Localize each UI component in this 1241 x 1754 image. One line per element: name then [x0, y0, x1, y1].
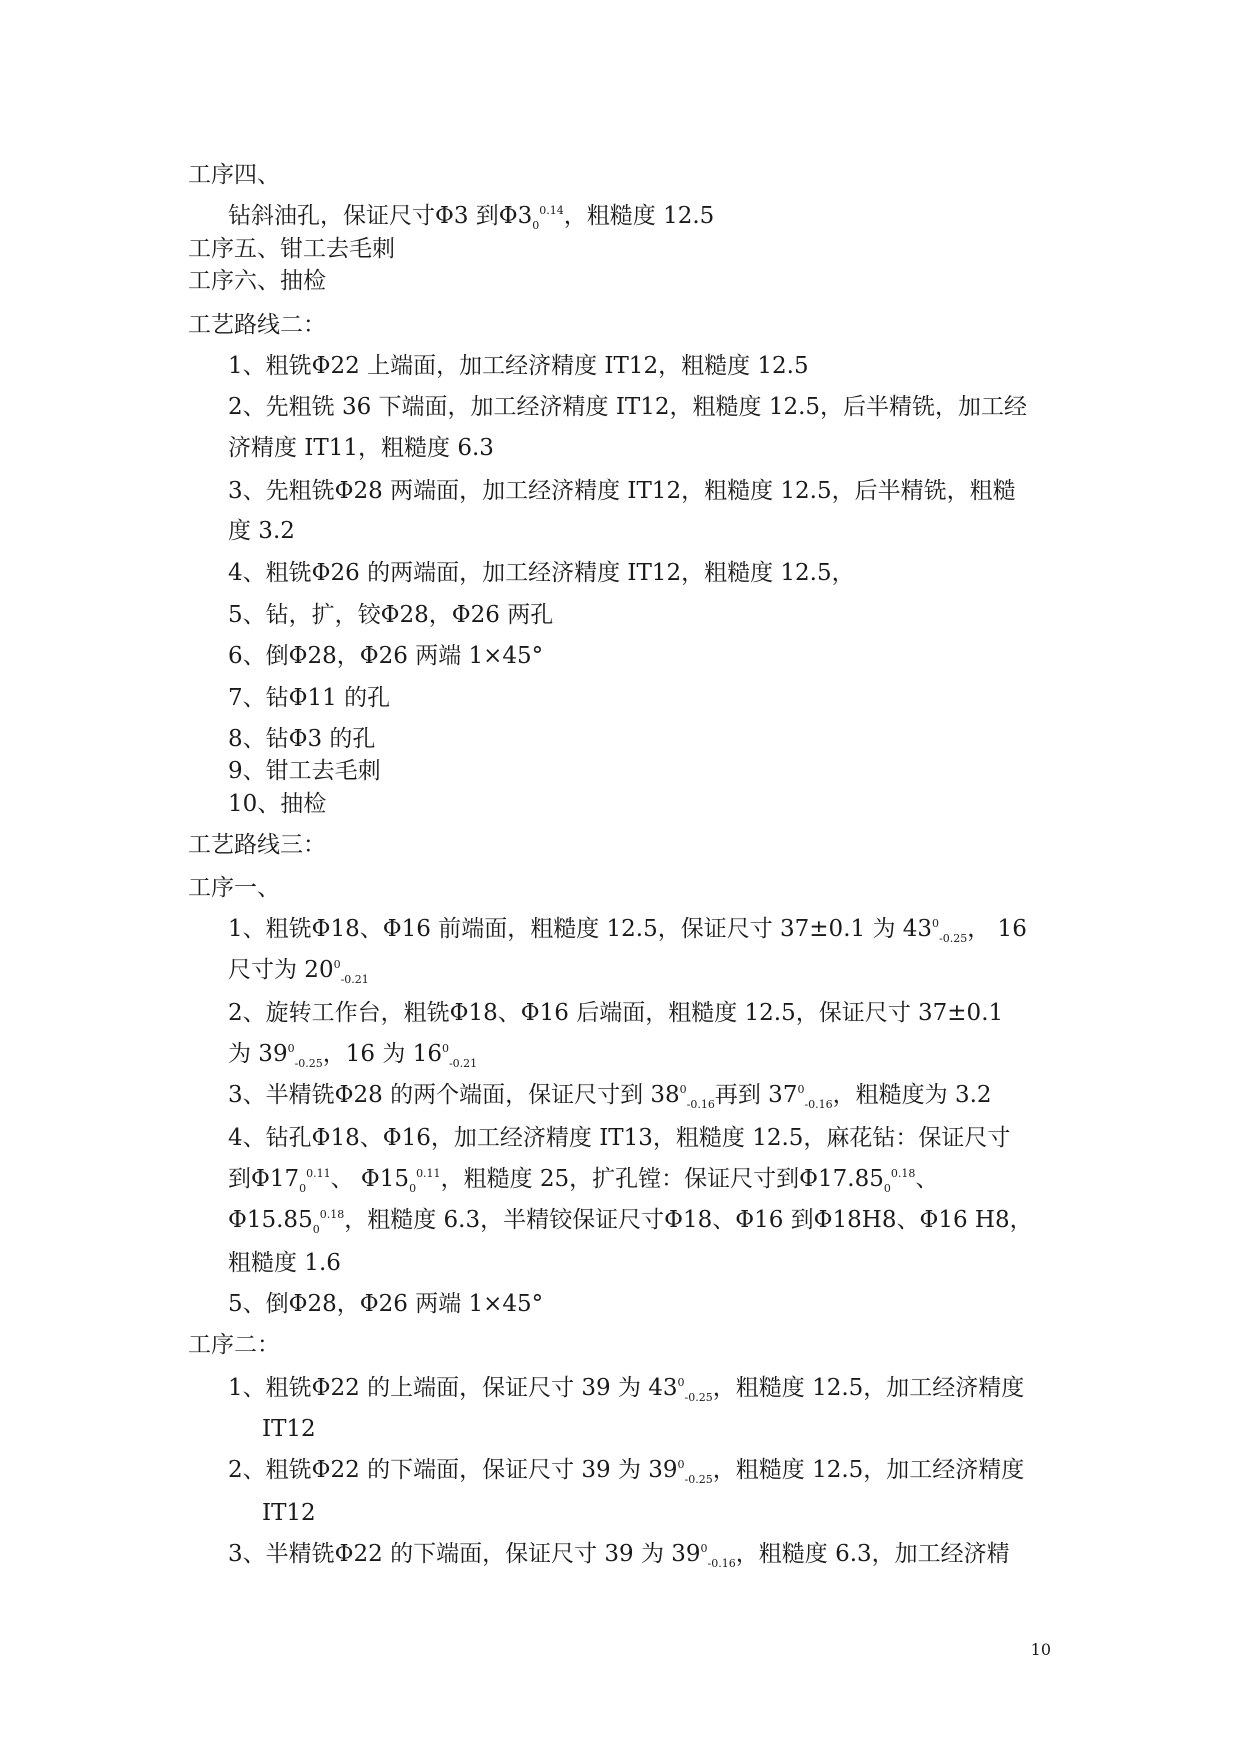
text-line: 钻斜油孔，保证尺寸Φ3 到$\Phi 3_0^{0.14}$，粗糙度 12.5 — [228, 203, 715, 232]
text-line: IT12 — [262, 1500, 316, 1526]
text-line: 为 $39^0_{-0.25}$，16 为 $16^0_{-0.21}$ — [228, 1041, 478, 1070]
text-line: 3、半精铣Φ28 的两个端面，保证尺寸到 $38^0_{-0.16}$再到 $37^0_{-0.16}$，粗糙度为 3.2 — [228, 1082, 992, 1111]
page-number: 10 — [1030, 1640, 1051, 1659]
text-line: 10、抽检 — [228, 791, 327, 817]
text-line: 工艺路线二： — [188, 312, 326, 338]
text-line: 5、倒Φ28，Φ26 两端 1×45° — [228, 1291, 544, 1317]
text-line: 2、先粗铣 36 下端面，加工经济精度 IT12，粗糙度 12.5，后半精铣，加工经 — [228, 394, 1028, 420]
text-line: 7、钻Φ11 的孔 — [228, 685, 391, 711]
text-line: 3、先粗铣Φ28 两端面，加工经济精度 IT12，粗糙度 12.5，后半精铣，粗糙 — [228, 478, 1016, 504]
text-line: 度 3.2 — [228, 518, 295, 544]
text-line: 6、倒Φ28，Φ26 两端 1×45° — [228, 643, 544, 669]
text-line: 工序四、 — [188, 162, 280, 188]
text-line: 工艺路线三： — [188, 832, 326, 858]
text-line: 2、粗铣Φ22 的下端面，保证尺寸 39 为 $39^0_{-0.25}$，粗糙度 12.5，加工经济精度 — [228, 1457, 1025, 1486]
text-line: 工序六、抽检 — [188, 268, 326, 294]
text-line: 4、粗铣Φ26 的两端面，加工经济精度 IT12，粗糙度 12.5， — [228, 560, 855, 586]
text-line: 工序五、钳工去毛刺 — [188, 236, 395, 262]
text-line: 到$\Phi 17_0^{0.11}$、 $\Phi 15_0^{0.11}$，粗糙度 25，扩孔镗：保证尺寸到$\Phi 17.85_0^{0.18}$、 — [228, 1166, 939, 1195]
text-line: 1、粗铣Φ22 上端面，加工经济精度 IT12，粗糙度 12.5 — [228, 353, 809, 379]
text-line: 8、钻Φ3 的孔 — [228, 726, 376, 752]
text-line: 5、钻，扩，铰Φ28，Φ26 两孔 — [228, 602, 554, 628]
text-line: 工序二： — [188, 1332, 280, 1358]
text-line: 粗糙度 1.6 — [228, 1250, 341, 1276]
text-line: $\Phi 15.85_0^{0.18}$，粗糙度 6.3，半精铰保证尺寸Φ18、Φ16 到Φ18H8、Φ16 H8， — [228, 1207, 1033, 1236]
text-line: IT12 — [262, 1416, 316, 1442]
text-line: 1、粗铣Φ18、Φ16 前端面，粗糙度 12.5，保证尺寸 37±0.1 为 $43^0_{-0.25}$， 16 — [228, 916, 1027, 945]
text-line: 尺寸为 $20^0_{-0.21}$ — [228, 957, 369, 986]
text-line: 济精度 IT11，粗糙度 6.3 — [228, 435, 494, 461]
text-line: 工序一、 — [188, 875, 280, 901]
text-line: 2、旋转工作台，粗铣Φ18、Φ16 后端面，粗糙度 12.5，保证尺寸 37±0.1 — [228, 1000, 1004, 1026]
text-line: 4、钻孔Φ18、Φ16，加工经济精度 IT13，粗糙度 12.5，麻花钻：保证尺寸 — [228, 1125, 1011, 1151]
text-line: 1、粗铣Φ22 的上端面，保证尺寸 39 为 $43^0_{-0.25}$，粗糙度 12.5，加工经济精度 — [228, 1375, 1025, 1404]
text-line: 9、钳工去毛刺 — [228, 758, 381, 784]
text-line: 3、半精铣Φ22 的下端面，保证尺寸 39 为 $39^0_{-0.16}$，粗糙度 6.3，加工经济精 — [228, 1541, 1010, 1570]
